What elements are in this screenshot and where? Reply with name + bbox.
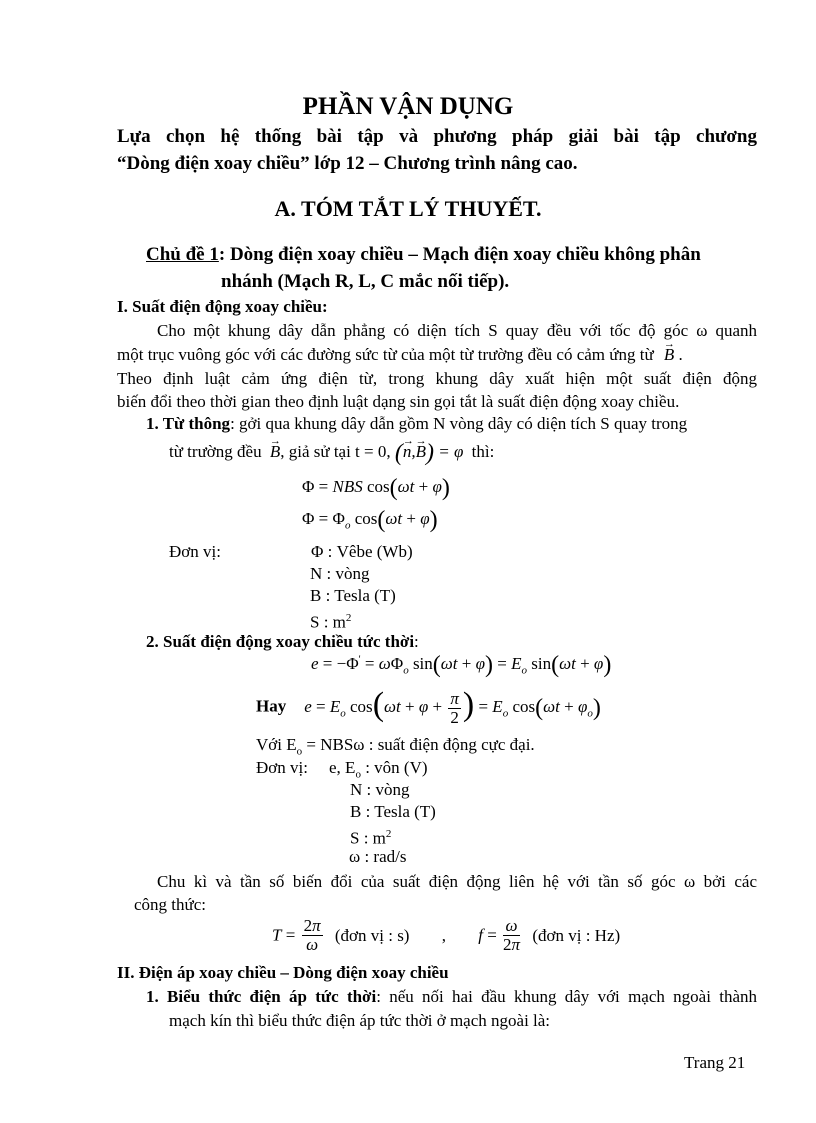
unit-flux: Φ : Vêbe (Wb) — [311, 542, 413, 561]
unit-omega: ω : rad/s — [349, 847, 407, 866]
item-2-colon: : — [414, 632, 419, 651]
unit-b-2: B : Tesla (T) — [350, 802, 436, 821]
topic-label: Chủ đề 1 — [146, 244, 219, 265]
unit-e: e, $E_o$ : vôn (V) — [329, 758, 428, 781]
angle-n-b-formula: (→ n,→ B) = φ — [395, 442, 464, 461]
subtitle-line-1: Lựa chọn hệ thống bài tập và phương pháp giải bài tập chương — [117, 126, 757, 147]
period-unit: (đơn vị : s) — [334, 925, 410, 945]
vector-b-symbol: → B — [664, 345, 674, 365]
unit-n-2: N : vòng — [350, 780, 410, 799]
item-1-label: 1. Từ thông — [146, 414, 231, 433]
para-line-2-text: một trục vuông góc với các đường sức từ của một từ trường đều có cảm ứng từ — [117, 345, 654, 364]
item-2-heading — [146, 632, 419, 652]
formula-separator: , — [441, 925, 446, 945]
unit-s-2: S : $m^2$ — [350, 828, 392, 848]
item-1-unit-label: Đơn vị: — [169, 542, 221, 561]
item-1-text-2a: từ trường đều — [169, 442, 262, 461]
unit-n: N : vòng — [310, 564, 370, 583]
unit-b: B : Tesla (T) — [310, 586, 396, 605]
unit-e-rest: : vôn (V) — [360, 758, 428, 777]
item-2-label: 2. Suất điện động xoay chiều tức thời — [146, 632, 415, 651]
flux-formula-1: Φ = NBS cos(ωt + φ) — [302, 475, 450, 501]
item-1-text-2c: thì: — [471, 442, 495, 461]
item-2-unit-label: Đơn vị: — [256, 758, 308, 777]
unit-s: S : $m^2$ — [310, 612, 352, 632]
section-a-title: A. TÓM TẮT LÝ THUYẾT. — [274, 196, 542, 221]
section-2-item-1-label: 1. Biểu thức điện áp tức thời — [146, 987, 377, 1006]
vector-b-symbol-2: → B — [270, 442, 280, 462]
topic-1-title-line-2: nhánh (Mạch R, L, C mắc nối tiếp). — [221, 271, 510, 292]
unit-e-text: e, E — [329, 758, 356, 777]
section-1-para-line-1: Cho một khung dây dẫn phẳng có diện tích S quay đều với tốc độ góc ω quanh — [157, 321, 757, 340]
topic-colon: : — [218, 244, 226, 265]
section-2-heading: II. Điện áp xoay chiều – Dòng điện xoay chiều — [117, 963, 449, 982]
topic-title-line-1: Dòng điện xoay chiều – Mạch điện xoay chiều không phân — [225, 244, 701, 265]
section-1-para-line-4: biến đổi theo thời gian theo định luật dạng sin gọi tắt là suất điện động xoay chiều. — [117, 392, 680, 411]
emf-formula-2-row — [256, 686, 601, 727]
section-1-para-line-3: Theo định luật cảm ứng điện từ, trong khung dây xuất hiện một suất điện động — [117, 369, 757, 388]
voi-rest: = NBSω : suất điện động cực đại. — [302, 735, 535, 754]
section-1-heading: I. Suất điện động xoay chiều: — [117, 297, 328, 316]
section-2-item-1-line-2: mạch kín thì biểu thức điện áp tức thời ở mạch ngoài là: — [169, 1011, 551, 1030]
page-number: Trang 21 — [684, 1053, 746, 1072]
period-formula-row: T = $\frac{2\pi}{\omega}$ (đơn vị : s) , f = $\frac{\omega}{2\pi}$ (đơn vị : Hz) — [272, 916, 621, 954]
voi-line: Với $E_o = NBS\omega$ : suất điện động cực đại. — [256, 735, 535, 758]
period-line-1: Chu kì và tần số biến đổi của suất điện động liên hệ với tần số góc ω bởi các — [157, 872, 757, 891]
hay-label: Hay — [256, 696, 287, 716]
part-title: PHẦN VẬN DỤNG — [302, 93, 514, 120]
section-1-para-line-2: một trục vuông góc với các đường sức từ của một từ trường đều có cảm ứng từ → B . — [117, 345, 683, 365]
emf-formula-1: $e = -\Phi' = \omega\Phi_o$ $\sin(\omega t + \varphi) = E_o$ sin(ωt + φ) — [311, 652, 612, 678]
section-2-item-1-line-1 — [146, 987, 757, 1007]
item-1-line-2 — [169, 440, 495, 466]
emf-formula-2: $e = E_o$ cos(ωt + φ + $\frac{\pi}{2}$ ) = $E_o$ $\cos(\omega t + \varphi_o)$ — [304, 686, 601, 727]
flux-formula-2: $\Phi = \Phi_o$ cos(ωt + φ) — [302, 507, 438, 533]
subtitle-line-2: “Dòng điện xoay chiều” lớp 12 – Chương trình nâng cao. — [117, 153, 578, 174]
frequency-unit: (đơn vị : Hz) — [532, 925, 621, 945]
item-1-text-2b: , giả sử tại t = 0, — [280, 442, 391, 461]
topic-1-heading — [146, 243, 701, 266]
section-2-item-1-text-1: : nếu nối hai đầu khung dây với mạch ngoài thành — [376, 987, 757, 1006]
unit-s-text: S : m — [310, 612, 346, 632]
item-1-text-1: : gởi qua khung dây dẫn gồm N vòng dây có diện tích S quay trong — [230, 414, 688, 433]
voi-text: Với E — [256, 735, 297, 754]
unit-s-2-text: S : m — [350, 828, 386, 848]
period-line-2: công thức: — [134, 895, 207, 914]
